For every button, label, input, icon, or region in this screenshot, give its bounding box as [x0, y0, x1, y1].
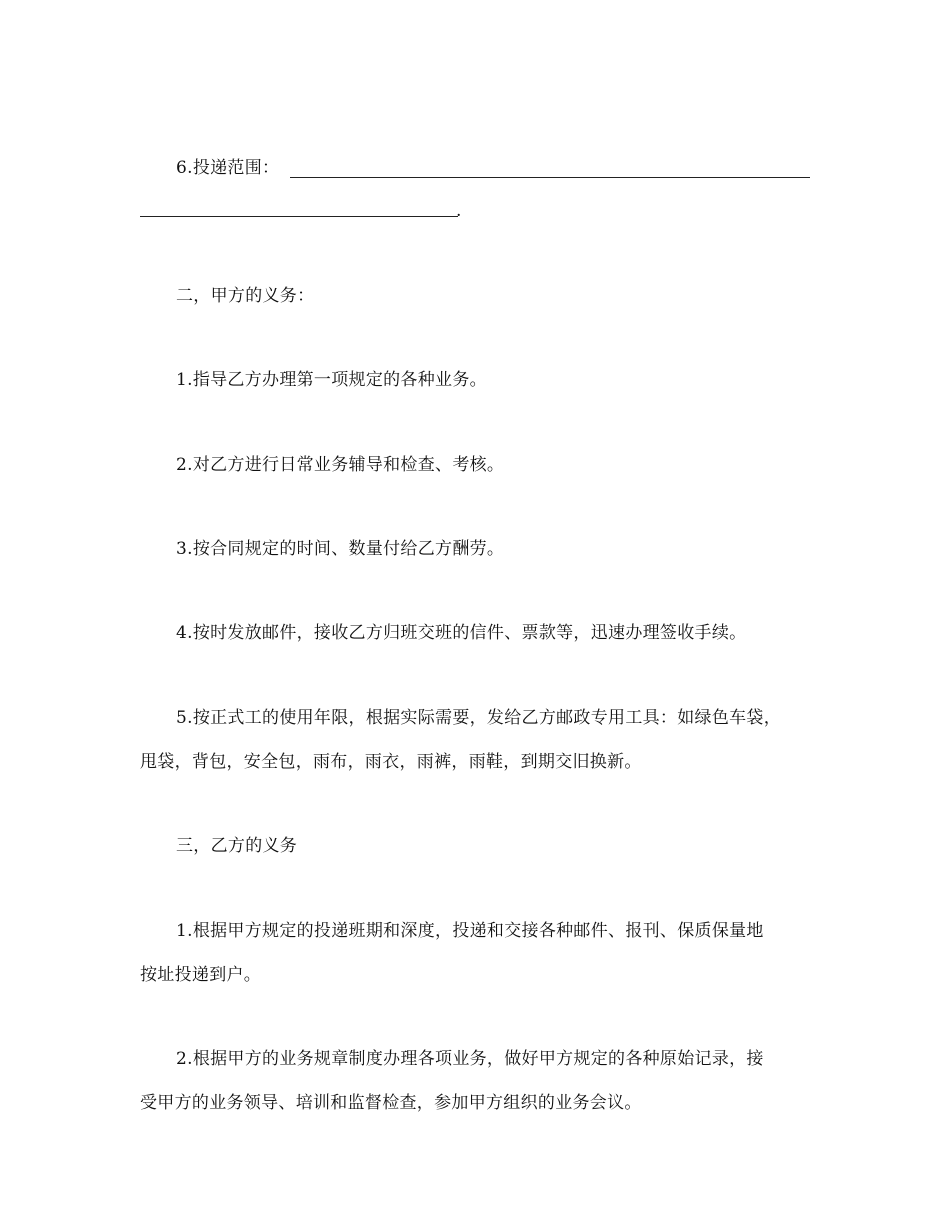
- sec2-item-1: 1.指导乙方办理第一项规定的各种业务。: [176, 370, 487, 390]
- sec2-item-5-line-1: 5.按正式工的使用年限，根据实际需要，发给乙方邮政专用工具：如绿色车袋，: [176, 708, 782, 728]
- section-2-heading: 二，甲方的义务：: [176, 286, 315, 306]
- section-3-heading: 三，乙方的义务: [176, 836, 298, 856]
- fill-in-blank-line-continued: [140, 216, 458, 217]
- sec3-item-2-line-1: 2.根据甲方的业务规章制度办理各项业务，做好甲方规定的各种原始记录，接: [176, 1049, 764, 1069]
- fill-in-blank-line: [290, 177, 810, 178]
- sec3-item-1-line-1: 1.根据甲方规定的投递班期和深度，投递和交接各种邮件、报刊、保质保量地: [176, 921, 764, 941]
- sec2-item-2: 2.对乙方进行日常业务辅导和检查、考核。: [176, 455, 505, 475]
- sec2-item-4: 4.按时发放邮件，接收乙方归班交班的信件、票款等，迅速办理签收手续。: [176, 623, 747, 643]
- item6-label: 6.投递范围：: [176, 158, 280, 178]
- item6-end-period: .: [456, 201, 462, 221]
- sec2-item-3: 3.按合同规定的时间、数量付给乙方酬劳。: [176, 539, 505, 559]
- sec3-item-1-line-2: 按址投递到户。: [140, 965, 262, 985]
- sec2-item-5-line-2: 甩袋，背包，安全包，雨布，雨衣，雨裤，雨鞋，到期交旧换新。: [140, 752, 642, 772]
- sec3-item-2-line-2: 受甲方的业务领导、培训和监督检查，参加甲方组织的业务会议。: [140, 1093, 642, 1113]
